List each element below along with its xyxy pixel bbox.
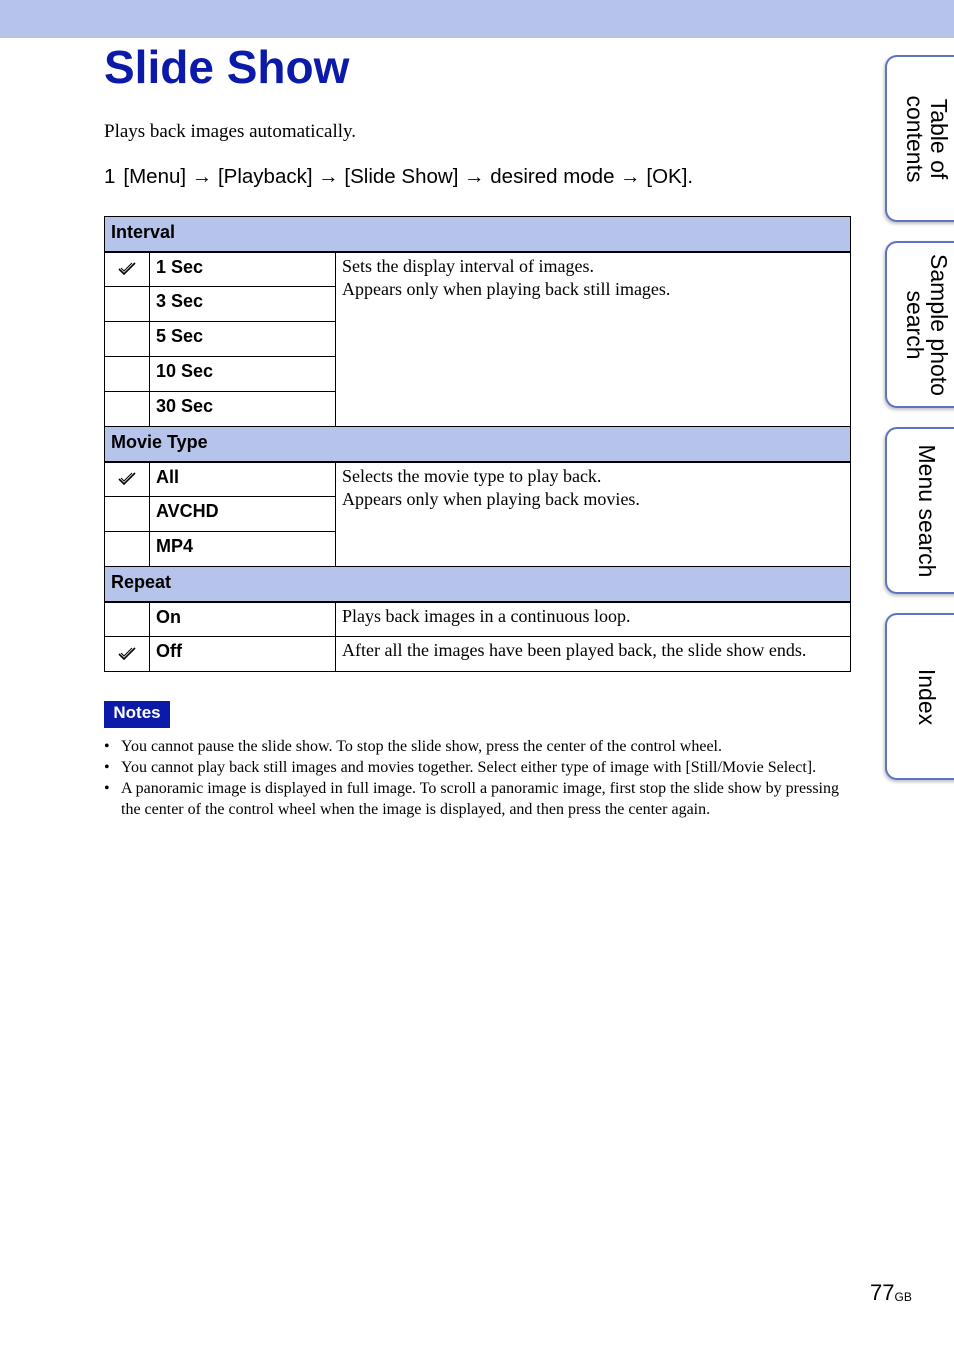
section-header-repeat <box>105 567 851 602</box>
default-cell <box>105 532 150 567</box>
tab-label: Sample photo search <box>902 253 952 396</box>
option-row <box>105 462 851 497</box>
section-title: Movie Type <box>105 427 851 462</box>
default-cell <box>105 497 150 532</box>
default-cell <box>105 462 150 497</box>
checkmark-icon <box>118 262 136 276</box>
option-label: MP4 <box>150 532 336 567</box>
description-line: Appears only when playing back still images. <box>342 278 671 299</box>
page-number-value: 77 <box>870 1280 895 1305</box>
tab-label: Menu search <box>914 444 940 577</box>
section-title: Repeat <box>105 567 851 602</box>
option-label: All <box>150 462 336 497</box>
default-cell <box>105 392 150 427</box>
description-line: Selects the movie type to play back. <box>342 465 602 486</box>
description-line: Sets the display interval of images. <box>342 255 594 276</box>
tab-table-of-contents[interactable] <box>885 55 954 222</box>
checkmark-icon <box>118 472 136 486</box>
page-number-suffix: GB <box>894 1290 912 1304</box>
default-cell <box>105 602 150 637</box>
note-item: • You cannot pause the slide show. To stop the slide show, press the center of the control wheel. <box>104 736 844 757</box>
option-description: After all the images have been played back, the slide show ends. <box>336 637 851 672</box>
tab-index[interactable] <box>885 613 954 780</box>
header-band <box>0 0 954 38</box>
option-label: On <box>150 602 336 637</box>
tab-label: Index <box>914 668 940 725</box>
default-cell <box>105 322 150 357</box>
intro-text: Plays back images automatically. <box>104 121 357 142</box>
default-cell <box>105 357 150 392</box>
step-text: [Menu] → [Playback] → [Slide Show] → desired mode → [OK]. <box>123 165 694 188</box>
option-description: Plays back images in a continuous loop. <box>336 602 851 637</box>
note-item: • A panoramic image is displayed in full image. To scroll a panoramic image, first stop the slide show by pressing the center of the control wheel when the image is displayed, and then press the center again. <box>104 778 844 820</box>
note-item: • You cannot play back still images and movies together. Select either type of image with [Still/Movie Select]. <box>104 757 844 778</box>
notes-list <box>104 736 844 820</box>
option-label: 3 Sec <box>150 287 336 322</box>
option-label: 5 Sec <box>150 322 336 357</box>
default-cell <box>105 287 150 322</box>
option-row <box>105 637 851 672</box>
option-label: 30 Sec <box>150 392 336 427</box>
checkmark-icon <box>118 647 136 661</box>
default-cell <box>105 252 150 287</box>
option-label: 1 Sec <box>150 252 336 287</box>
option-label: Off <box>150 637 336 672</box>
option-row <box>105 252 851 287</box>
tab-menu-search[interactable] <box>885 427 954 594</box>
section-header-interval <box>105 217 851 252</box>
notes-heading: Notes <box>104 701 170 728</box>
description-line: Appears only when playing back movies. <box>342 488 640 509</box>
default-cell <box>105 637 150 672</box>
section-title: Interval <box>105 217 851 252</box>
tab-label: Table of contents <box>902 95 952 182</box>
option-label: AVCHD <box>150 497 336 532</box>
settings-table <box>104 216 851 672</box>
section-header-movie-type <box>105 427 851 462</box>
tab-sample-photo-search[interactable] <box>885 241 954 408</box>
option-description <box>336 252 851 427</box>
option-label: 10 Sec <box>150 357 336 392</box>
procedure-step <box>104 163 693 191</box>
step-number: 1 <box>104 165 116 188</box>
page-number <box>870 1278 912 1308</box>
option-description <box>336 462 851 567</box>
option-row <box>105 602 851 637</box>
page-title: Slide Show <box>104 41 350 93</box>
